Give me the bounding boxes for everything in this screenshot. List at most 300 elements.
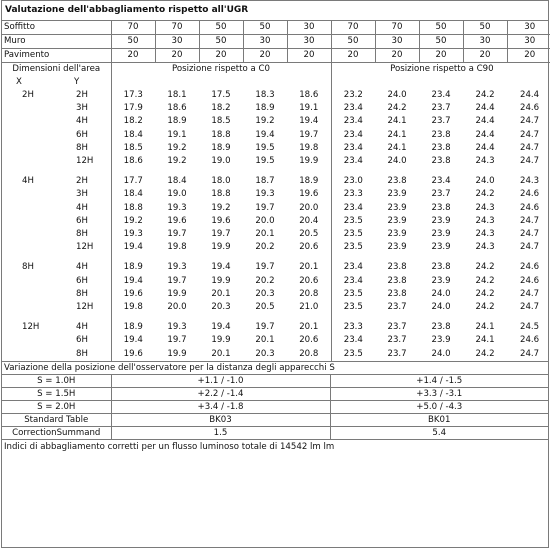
ugr-value: 19.9 bbox=[211, 275, 231, 286]
ugr-value: 24.2 bbox=[475, 262, 495, 273]
table-row bbox=[2, 215, 550, 228]
ugr-value: 17.7 bbox=[111, 175, 155, 188]
ugr-value: 24.7 bbox=[520, 229, 540, 240]
ugr-value: 18.0 bbox=[211, 176, 231, 187]
ugr-value: 19.2 bbox=[167, 142, 187, 153]
ugr-value: 19.3 bbox=[167, 202, 187, 213]
ugr-value: 23.7 bbox=[431, 189, 451, 200]
ugr-value: 20.6 bbox=[299, 275, 319, 286]
ugr-value: 19.8 bbox=[299, 142, 319, 153]
header-cell: 20 bbox=[199, 49, 243, 63]
position-c0-label: Posizione rispetto a C0 bbox=[111, 63, 331, 89]
header-cell: 50 bbox=[199, 35, 243, 49]
table-row bbox=[2, 155, 550, 168]
ugr-value: 24.3 bbox=[520, 176, 540, 187]
ugr-value: 18.8 bbox=[211, 189, 231, 200]
ugr-value: 19.7 bbox=[211, 229, 231, 240]
y-dimension: 6H bbox=[76, 335, 88, 346]
ugr-value: 23.4 bbox=[331, 115, 375, 128]
ugr-value: 23.4 bbox=[331, 334, 375, 347]
ugr-value: 24.7 bbox=[520, 348, 540, 359]
ugr-value: 23.7 bbox=[387, 322, 407, 333]
header-cell: 30 bbox=[507, 21, 550, 35]
ugr-value: 23.4 bbox=[331, 261, 375, 274]
ugr-value: 18.4 bbox=[111, 129, 155, 142]
header-cell: 30 bbox=[287, 35, 331, 49]
ugr-value: 23.8 bbox=[431, 202, 451, 213]
ugr-value: 18.8 bbox=[211, 129, 231, 140]
ugr-value: 23.8 bbox=[431, 129, 451, 140]
ugr-value: 23.5 bbox=[331, 348, 375, 361]
ugr-value: 24.1 bbox=[387, 129, 407, 140]
header-row bbox=[2, 21, 550, 35]
dimension-cell bbox=[2, 175, 111, 188]
ugr-value: 18.4 bbox=[167, 176, 187, 187]
ugr-value: 23.0 bbox=[331, 175, 375, 188]
header-cell: 50 bbox=[111, 35, 155, 49]
variation-label: Variazione della posizione dell'osservatore per la distanza degli apparecchi S bbox=[2, 361, 548, 374]
ugr-value: 23.4 bbox=[431, 176, 451, 187]
ugr-value: 19.4 bbox=[255, 129, 275, 140]
ugr-value: 19.4 bbox=[211, 322, 231, 333]
y-dimension: 12H bbox=[76, 156, 94, 167]
ugr-value: 19.6 bbox=[111, 348, 155, 361]
ugr-value: 19.6 bbox=[211, 215, 231, 226]
ugr-value: 23.4 bbox=[431, 90, 451, 100]
table-row bbox=[2, 288, 550, 301]
ugr-value: 19.0 bbox=[211, 156, 231, 167]
ugr-value: 19.5 bbox=[255, 142, 275, 153]
ugr-value: 17.9 bbox=[111, 102, 155, 115]
header-row-label: Muro bbox=[2, 35, 111, 49]
variation-row bbox=[2, 387, 548, 400]
ugr-value: 24.7 bbox=[520, 288, 540, 299]
table-row bbox=[2, 275, 550, 288]
ugr-value: 19.6 bbox=[111, 288, 155, 301]
ugr-value: 23.5 bbox=[331, 215, 375, 228]
y-dimension: 2H bbox=[76, 176, 88, 187]
ugr-value: 23.4 bbox=[331, 155, 375, 168]
ugr-value: 19.4 bbox=[111, 334, 155, 347]
ugr-value: 18.6 bbox=[299, 90, 319, 100]
header-row bbox=[2, 35, 550, 49]
header-cell: 30 bbox=[375, 35, 419, 49]
y-dimension: 4H bbox=[76, 262, 88, 273]
ugr-value: 19.7 bbox=[167, 335, 187, 346]
ugr-value: 19.3 bbox=[167, 322, 187, 333]
ugr-value: 23.7 bbox=[431, 116, 451, 127]
header-cell: 20 bbox=[463, 49, 507, 63]
ugr-value: 24.7 bbox=[520, 116, 540, 127]
table-row bbox=[2, 261, 550, 274]
dimension-cell bbox=[2, 142, 111, 155]
ugr-value: 18.9 bbox=[167, 116, 187, 127]
ugr-value: 20.2 bbox=[255, 275, 275, 286]
dimension-cell bbox=[2, 215, 111, 228]
dimension-cell bbox=[2, 228, 111, 241]
variation-row bbox=[2, 374, 548, 387]
ugr-value: 23.3 bbox=[331, 321, 375, 334]
header-cell: 20 bbox=[419, 49, 463, 63]
dimension-cell bbox=[2, 334, 111, 347]
ugr-value: 20.1 bbox=[299, 322, 319, 333]
ugr-value: 17.3 bbox=[111, 89, 155, 102]
ugr-value: 24.4 bbox=[475, 103, 495, 114]
ugr-value: 24.4 bbox=[520, 90, 540, 100]
dimension-cell bbox=[2, 155, 111, 168]
y-dimension: 4H bbox=[76, 202, 88, 213]
ugr-value: 23.2 bbox=[331, 89, 375, 102]
ugr-value: 20.1 bbox=[211, 288, 231, 299]
ugr-value: 18.9 bbox=[299, 176, 319, 187]
ugr-value: 19.4 bbox=[111, 241, 155, 254]
header-cell: 70 bbox=[155, 21, 199, 35]
x-dimension: 2H bbox=[22, 90, 34, 100]
correction-summand-row-label: CorrectionSummand bbox=[2, 426, 111, 439]
dimension-cell bbox=[2, 89, 111, 102]
standard-table-row-c0: BK03 bbox=[111, 413, 330, 426]
correction-summand-row-c0: 1.5 bbox=[111, 426, 330, 439]
header-cell: 70 bbox=[111, 21, 155, 35]
header-table bbox=[2, 21, 550, 63]
ugr-value: 19.7 bbox=[299, 129, 319, 140]
ugr-value: 23.4 bbox=[331, 129, 375, 142]
ugr-value: 23.9 bbox=[431, 215, 451, 226]
ugr-value: 20.3 bbox=[211, 302, 231, 313]
table-row bbox=[2, 129, 550, 142]
header-cell: 20 bbox=[287, 49, 331, 63]
ugr-value: 20.1 bbox=[255, 229, 275, 240]
ugr-value: 24.7 bbox=[520, 142, 540, 153]
ugr-value: 19.0 bbox=[167, 189, 187, 200]
variation-c0: +3.4 / -1.8 bbox=[111, 400, 330, 413]
ugr-value: 19.4 bbox=[111, 275, 155, 288]
ugr-value: 24.7 bbox=[520, 156, 540, 167]
table-row bbox=[2, 202, 550, 215]
table-row bbox=[2, 175, 550, 188]
x-label: X bbox=[16, 77, 22, 87]
ugr-value: 23.4 bbox=[331, 202, 375, 215]
ugr-value: 18.5 bbox=[211, 116, 231, 127]
ugr-value: 18.9 bbox=[111, 261, 155, 274]
standard-table-row-label: Standard Table bbox=[2, 413, 111, 426]
header-row bbox=[2, 49, 550, 63]
ugr-value: 23.9 bbox=[431, 242, 451, 253]
header-cell: 30 bbox=[243, 35, 287, 49]
ugr-value: 20.1 bbox=[299, 262, 319, 273]
ugr-value: 24.2 bbox=[387, 103, 407, 114]
ugr-value: 24.0 bbox=[475, 176, 495, 187]
ugr-value: 23.9 bbox=[431, 335, 451, 346]
ugr-value: 19.6 bbox=[167, 215, 187, 226]
ugr-value: 24.4 bbox=[475, 129, 495, 140]
ugr-value: 23.8 bbox=[431, 322, 451, 333]
ugr-value: 24.3 bbox=[475, 215, 495, 226]
dimension-cell bbox=[2, 321, 111, 334]
ugr-value: 19.9 bbox=[211, 242, 231, 253]
ugr-value: 20.3 bbox=[255, 288, 275, 299]
ugr-value: 23.8 bbox=[387, 288, 407, 299]
ugr-value: 19.2 bbox=[255, 116, 275, 127]
footer-note: Indici di abbagliamento corretti per un flusso luminoso totale di 14542 lm lm bbox=[2, 439, 548, 454]
ugr-value: 24.2 bbox=[475, 189, 495, 200]
ugr-value: 24.2 bbox=[475, 288, 495, 299]
ugr-value: 20.2 bbox=[255, 242, 275, 253]
ugr-value: 24.4 bbox=[475, 142, 495, 153]
group-gap bbox=[2, 314, 550, 321]
ugr-value: 19.7 bbox=[255, 262, 275, 273]
header-cell: 20 bbox=[243, 49, 287, 63]
ugr-value: 19.9 bbox=[167, 288, 187, 299]
dimension-cell bbox=[2, 288, 111, 301]
y-dimension: 3H bbox=[76, 189, 88, 200]
ugr-value: 24.1 bbox=[387, 142, 407, 153]
header-cell: 50 bbox=[419, 21, 463, 35]
ugr-value: 20.5 bbox=[255, 302, 275, 313]
header-cell: 30 bbox=[507, 35, 550, 49]
ugr-value: 20.0 bbox=[255, 215, 275, 226]
table-row bbox=[2, 334, 550, 347]
table-row bbox=[2, 142, 550, 155]
ugr-value: 24.6 bbox=[520, 189, 540, 200]
y-dimension: 4H bbox=[76, 322, 88, 333]
ugr-value: 18.2 bbox=[211, 103, 231, 114]
xy-labels bbox=[2, 76, 111, 89]
table-row bbox=[2, 89, 550, 102]
dimension-cell bbox=[2, 275, 111, 288]
header-cell: 20 bbox=[111, 49, 155, 63]
header-cell: 30 bbox=[155, 35, 199, 49]
ugr-value: 19.8 bbox=[167, 242, 187, 253]
ugr-value: 24.3 bbox=[475, 202, 495, 213]
ugr-value: 23.8 bbox=[387, 176, 407, 187]
group-gap bbox=[2, 254, 550, 261]
ugr-value: 24.3 bbox=[475, 229, 495, 240]
ugr-value: 20.8 bbox=[299, 348, 319, 359]
y-dimension: 4H bbox=[76, 116, 88, 127]
y-dimension: 8H bbox=[76, 142, 88, 153]
variation-c0: +2.2 / -1.4 bbox=[111, 387, 330, 400]
variation-label-cell: S = 1.5H bbox=[2, 387, 111, 400]
table-row bbox=[2, 301, 550, 314]
ugr-value: 23.3 bbox=[331, 188, 375, 201]
y-label: Y bbox=[74, 77, 80, 87]
header-cell: 50 bbox=[419, 35, 463, 49]
ugr-value: 20.6 bbox=[299, 335, 319, 346]
ugr-value: 18.8 bbox=[111, 202, 155, 215]
ugr-value: 18.9 bbox=[211, 142, 231, 153]
correction-summand-row bbox=[2, 426, 548, 439]
header-cell: 70 bbox=[375, 21, 419, 35]
x-dimension: 12H bbox=[22, 322, 40, 333]
ugr-value: 19.8 bbox=[111, 301, 155, 314]
ugr-value: 20.0 bbox=[299, 202, 319, 213]
ugr-value: 23.9 bbox=[387, 202, 407, 213]
dimensions-label: Dimensioni dell'area bbox=[12, 64, 101, 74]
dimension-cell bbox=[2, 102, 111, 115]
ugr-value: 19.7 bbox=[255, 322, 275, 333]
ugr-value: 24.6 bbox=[520, 335, 540, 346]
page-title: Valutazione dell'abbagliamento rispetto all'UGR bbox=[2, 1, 548, 21]
ugr-value: 19.3 bbox=[167, 262, 187, 273]
dimension-cell bbox=[2, 129, 111, 142]
dimension-cell bbox=[2, 301, 111, 314]
table-row bbox=[2, 241, 550, 254]
table-row bbox=[2, 348, 550, 361]
ugr-value: 23.7 bbox=[431, 103, 451, 114]
dimension-cell bbox=[2, 261, 111, 274]
header-cell: 50 bbox=[331, 35, 375, 49]
ugr-value: 24.1 bbox=[475, 322, 495, 333]
ugr-value: 20.8 bbox=[299, 288, 319, 299]
ugr-value: 19.4 bbox=[211, 262, 231, 273]
ugr-value: 19.2 bbox=[211, 202, 231, 213]
ugr-value: 23.8 bbox=[387, 262, 407, 273]
correction-summand-row-c90: 5.4 bbox=[330, 426, 548, 439]
ugr-value: 19.7 bbox=[255, 202, 275, 213]
ugr-value: 23.8 bbox=[431, 156, 451, 167]
table-row bbox=[2, 115, 550, 128]
ugr-value: 23.9 bbox=[387, 215, 407, 226]
ugr-value: 21.0 bbox=[299, 302, 319, 313]
table-row bbox=[2, 102, 550, 115]
ugr-value: 24.2 bbox=[475, 90, 495, 100]
header-cell: 50 bbox=[199, 21, 243, 35]
ugr-value: 24.0 bbox=[431, 348, 451, 359]
ugr-value: 19.7 bbox=[167, 229, 187, 240]
ugr-value: 24.6 bbox=[520, 275, 540, 286]
ugr-value: 19.2 bbox=[167, 156, 187, 167]
y-dimension: 12H bbox=[76, 302, 94, 313]
header-cell: 30 bbox=[287, 21, 331, 35]
variation-table bbox=[2, 374, 548, 439]
standard-table-row bbox=[2, 413, 548, 426]
header-row-label: Soffitto bbox=[2, 21, 111, 35]
header-cell: 70 bbox=[331, 21, 375, 35]
ugr-value: 23.9 bbox=[431, 275, 451, 286]
ugr-value: 18.6 bbox=[167, 103, 187, 114]
y-dimension: 2H bbox=[76, 90, 88, 100]
header-cell: 50 bbox=[243, 21, 287, 35]
ugr-value: 24.7 bbox=[520, 215, 540, 226]
ugr-value: 23.9 bbox=[387, 189, 407, 200]
ugr-value: 24.7 bbox=[520, 129, 540, 140]
header-cell: 50 bbox=[463, 21, 507, 35]
ugr-value: 24.6 bbox=[520, 202, 540, 213]
ugr-value: 23.4 bbox=[331, 102, 375, 115]
y-dimension: 12H bbox=[76, 242, 94, 253]
dimension-cell bbox=[2, 115, 111, 128]
ugr-value: 24.0 bbox=[387, 90, 407, 100]
ugr-value: 24.4 bbox=[475, 116, 495, 127]
ugr-value: 24.0 bbox=[431, 302, 451, 313]
ugr-value: 20.3 bbox=[255, 348, 275, 359]
ugr-value: 24.5 bbox=[520, 322, 540, 333]
y-dimension: 6H bbox=[76, 215, 88, 226]
ugr-value: 18.9 bbox=[111, 321, 155, 334]
x-dimension: 4H bbox=[22, 176, 34, 187]
ugr-value: 23.5 bbox=[331, 241, 375, 254]
y-dimension: 6H bbox=[76, 275, 88, 286]
header-cell: 20 bbox=[155, 49, 199, 63]
variation-row bbox=[2, 400, 548, 413]
ugr-value: 20.5 bbox=[299, 229, 319, 240]
variation-c90: +3.3 / -3.1 bbox=[330, 387, 548, 400]
ugr-value: 20.4 bbox=[299, 215, 319, 226]
ugr-value: 19.6 bbox=[299, 189, 319, 200]
y-dimension: 8H bbox=[76, 348, 88, 359]
position-c90-label: Posizione rispetto a C90 bbox=[331, 63, 550, 89]
ugr-value: 19.1 bbox=[299, 103, 319, 114]
ugr-value: 19.1 bbox=[167, 129, 187, 140]
variation-c90: +1.4 / -1.5 bbox=[330, 374, 548, 387]
variation-label-cell: S = 1.0H bbox=[2, 374, 111, 387]
ugr-value: 24.2 bbox=[475, 275, 495, 286]
y-dimension: 8H bbox=[76, 229, 88, 240]
table-row bbox=[2, 228, 550, 241]
header-cell: 30 bbox=[463, 35, 507, 49]
ugr-value: 24.1 bbox=[387, 116, 407, 127]
ugr-value: 23.8 bbox=[431, 262, 451, 273]
ugr-sheet bbox=[1, 0, 549, 548]
ugr-value: 23.4 bbox=[331, 142, 375, 155]
ugr-value: 23.7 bbox=[387, 302, 407, 313]
y-dimension: 8H bbox=[76, 288, 88, 299]
ugr-value: 20.1 bbox=[211, 348, 231, 359]
dimension-cell bbox=[2, 188, 111, 201]
ugr-value: 23.9 bbox=[431, 229, 451, 240]
ugr-value: 23.8 bbox=[431, 142, 451, 153]
variation-c0: +1.1 / -1.0 bbox=[111, 374, 330, 387]
table-row bbox=[2, 321, 550, 334]
ugr-value: 24.3 bbox=[475, 156, 495, 167]
ugr-value: 24.1 bbox=[475, 335, 495, 346]
variation-label-cell: S = 2.0H bbox=[2, 400, 111, 413]
ugr-value: 24.0 bbox=[387, 156, 407, 167]
header-cell: 20 bbox=[375, 49, 419, 63]
ugr-value: 18.6 bbox=[111, 155, 155, 168]
ugr-value: 23.5 bbox=[331, 301, 375, 314]
x-dimension: 8H bbox=[22, 262, 34, 273]
ugr-value: 23.9 bbox=[387, 242, 407, 253]
ugr-value: 23.4 bbox=[331, 275, 375, 288]
ugr-value: 19.5 bbox=[255, 156, 275, 167]
ugr-value: 23.7 bbox=[387, 335, 407, 346]
ugr-value: 18.9 bbox=[255, 103, 275, 114]
header-row-label: Pavimento bbox=[2, 49, 111, 63]
y-dimension: 3H bbox=[76, 103, 88, 114]
ugr-value: 20.1 bbox=[255, 335, 275, 346]
ugr-value: 19.7 bbox=[167, 275, 187, 286]
ugr-value: 19.3 bbox=[111, 228, 155, 241]
ugr-value: 19.9 bbox=[211, 335, 231, 346]
ugr-value: 18.5 bbox=[111, 142, 155, 155]
header-cell: 20 bbox=[331, 49, 375, 63]
ugr-value: 19.9 bbox=[299, 156, 319, 167]
ugr-value: 18.7 bbox=[255, 176, 275, 187]
ugr-value: 24.2 bbox=[475, 302, 495, 313]
ugr-value: 18.1 bbox=[167, 90, 187, 100]
ugr-value: 23.8 bbox=[387, 275, 407, 286]
ugr-value: 19.3 bbox=[255, 189, 275, 200]
variation-c90: +5.0 / -4.3 bbox=[330, 400, 548, 413]
ugr-value: 20.0 bbox=[167, 302, 187, 313]
ugr-table bbox=[2, 63, 550, 361]
ugr-value: 19.9 bbox=[167, 348, 187, 359]
ugr-value: 20.6 bbox=[299, 242, 319, 253]
ugr-value: 23.7 bbox=[387, 348, 407, 359]
ugr-value: 19.4 bbox=[299, 116, 319, 127]
